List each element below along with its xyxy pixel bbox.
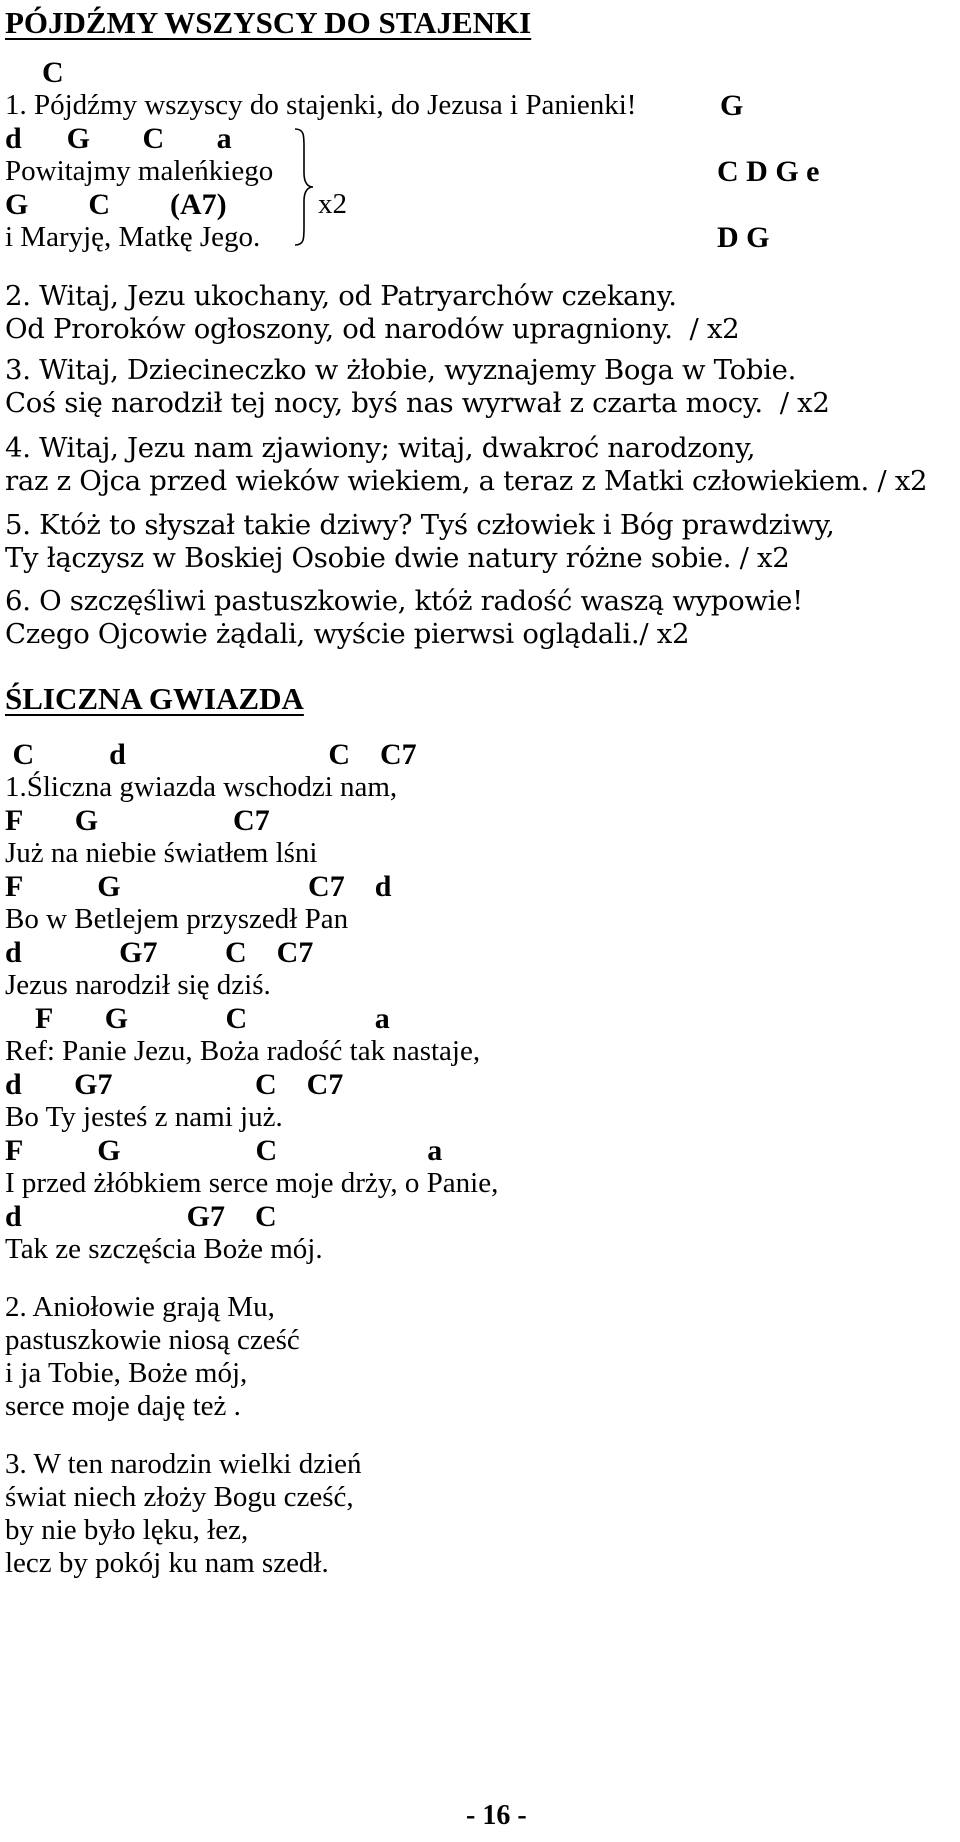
page-number: - 16 -	[466, 1800, 527, 1831]
verse-line: Czego Ojcowie żądali, wyście pierwsi oglądali./ x2	[5, 618, 690, 650]
lyric-line: 1. Pójdźmy wszyscy do stajenki, do Jezusa i Panienki!	[5, 89, 637, 121]
lyric-line: Powitajmy maleńkiego	[5, 155, 274, 187]
chord-line: G C (A7)	[5, 188, 227, 221]
verse-line: serce moje daję też .	[5, 1390, 241, 1422]
verse-line: pastuszkowie niosą cześć	[5, 1324, 300, 1356]
verse-line: raz z Ojca przed wieków wiekiem, a teraz z Matki człowiekiem. / x2	[5, 465, 928, 497]
chord-line: d G C a	[5, 122, 232, 155]
verse-line: 4. Witaj, Jezu nam zjawiony; witaj, dwakroć narodzony,	[5, 432, 756, 464]
chord-line: C d C C7	[5, 738, 417, 771]
lyric-line: I przed żłóbkiem serce moje drży, o Panie,	[5, 1167, 499, 1199]
chord-line: F G C a	[5, 1134, 443, 1167]
side-chord: D G	[717, 221, 770, 254]
verse-line: Od Proroków ogłoszony, od narodów upragniony. / x2	[5, 313, 740, 345]
verse-line: Coś się narodził tej nocy, byś nas wyrwał z czarta mocy. / x2	[5, 387, 830, 419]
verse-line: lecz by pokój ku nam szedł.	[5, 1547, 329, 1579]
lyric-line: Jezus narodził się dziś.	[5, 969, 271, 1001]
verse-line: 2. Witaj, Jezu ukochany, od Patryarchów czekany.	[5, 280, 677, 312]
verse-line: 5. Któż to słyszał takie dziwy? Tyś człowiek i Bóg prawdziwy,	[5, 509, 835, 541]
chord-line: C	[42, 56, 64, 89]
side-chord: C D G e	[717, 155, 820, 188]
lyric-line: Już na niebie światłem lśni	[5, 837, 318, 869]
song1-title: PÓJDŹMY WSZYSCY DO STAJENKI	[5, 5, 532, 40]
verse-line: 6. O szczęśliwi pastuszkowie, któż radość waszą wypowie!	[5, 585, 803, 617]
verse-line: Ty łączysz w Boskiej Osobie dwie natury różne sobie. / x2	[5, 542, 790, 574]
chord-line: F G C7 d	[5, 870, 392, 903]
lyric-line: Bo Ty jesteś z nami już.	[5, 1101, 283, 1133]
chord-line: d G7 C	[5, 1200, 277, 1233]
chord-line: F G C7	[5, 804, 270, 837]
verse-line: świat niech złoży Bogu cześć,	[5, 1481, 354, 1513]
repeat-mark: x2	[318, 188, 347, 220]
verse-line: i ja Tobie, Boże mój,	[5, 1357, 248, 1389]
chord-line: d G7 C C7	[5, 936, 314, 969]
lyric-line: 1.Śliczna gwiazda wschodzi nam,	[5, 771, 398, 803]
lyric-line: i Maryję, Matkę Jego.	[5, 221, 261, 253]
verse-line: 2. Aniołowie grają Mu,	[5, 1291, 275, 1323]
verse-line: by nie było lęku, łez,	[5, 1514, 249, 1546]
chord-line: F G C a	[5, 1002, 390, 1035]
repeat-brace-icon	[292, 127, 316, 247]
chord-line: d G7 C C7	[5, 1068, 344, 1101]
verse-line: 3. Witaj, Dziecineczko w żłobie, wyznajemy Boga w Tobie.	[5, 354, 797, 386]
side-chord: G	[720, 89, 744, 122]
song2-title: ŚLICZNA GWIAZDA	[5, 681, 304, 716]
lyric-line: Bo w Betlejem przyszedł Pan	[5, 903, 349, 935]
lyric-line: Tak ze szczęścia Boże mój.	[5, 1233, 323, 1265]
lyric-line: Ref: Panie Jezu, Boża radość tak nastaje,	[5, 1035, 481, 1067]
verse-line: 3. W ten narodzin wielki dzień	[5, 1448, 362, 1480]
